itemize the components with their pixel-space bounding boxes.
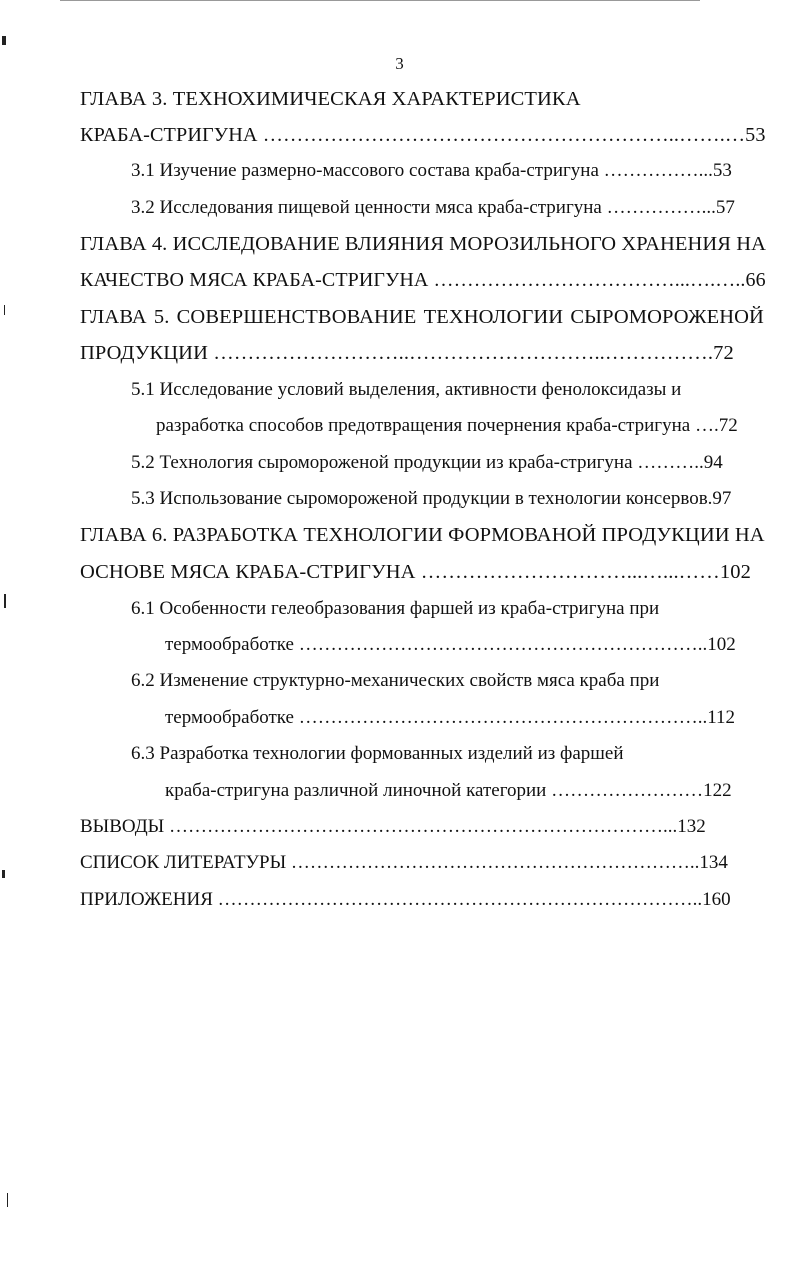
scan-top-edge	[60, 0, 700, 1]
toc-chapter-3-entry: КРАБА-СТРИГУНА ……………………………………………………..…….…53	[80, 124, 766, 146]
scan-mark	[4, 305, 5, 315]
toc-chapter-5-word: СЫРОМОРОЖЕНОЙ	[570, 306, 764, 328]
toc-appendices: ПРИЛОЖЕНИЯ …………………………………………………………………..160	[80, 889, 731, 910]
toc-chapter-4-title: ГЛАВА 4. ИССЛЕДОВАНИЕ ВЛИЯНИЯ МОРОЗИЛЬНОГО ХРАНЕНИЯ НА	[80, 233, 767, 255]
toc-conclusions: ВЫВОДЫ ……………………………………………………………………...132	[80, 816, 706, 837]
toc-chapter-5-title	[80, 304, 764, 330]
toc-chapter-6-entry: ОСНОВЕ МЯСА КРАБА-СТРИГУНА …………………………...…...……102	[80, 561, 751, 583]
scan-mark	[2, 870, 5, 878]
toc-section-6-1-line1: 6.1 Особенности гелеобразования фаршей из краба-стригуна при	[131, 598, 660, 619]
toc-section-5-3: 5.3 Использование сыромороженой продукции в технологии консервов.97	[131, 488, 732, 509]
toc-chapter-5-word: ТЕХНОЛОГИИ	[423, 306, 564, 328]
toc-section-6-3-line1: 6.3 Разработка технологии формованных изделий из фаршей	[131, 743, 624, 764]
toc-section-6-3-line2: краба-стригуна различной линочной категории ……………………122	[165, 780, 732, 801]
toc-section-5-2: 5.2 Технология сыромороженой продукции из краба-стригуна ………..94	[131, 452, 723, 473]
toc-chapter-5-word: СОВЕРШЕНСТВОВАНИЕ	[176, 306, 417, 328]
scan-mark	[4, 594, 6, 608]
scan-mark	[7, 1193, 8, 1207]
toc-section-5-1-line1: 5.1 Исследование условий выделения, активности фенолоксидазы и	[131, 379, 682, 400]
toc-chapter-5-word: 5.	[153, 306, 170, 328]
toc-references: СПИСОК ЛИТЕРАТУРЫ ………………………………………………………..134	[80, 852, 728, 873]
toc-chapter-4-entry: КАЧЕСТВО МЯСА КРАБА-СТРИГУНА ………………………………...….…..66	[80, 269, 766, 291]
page-number: 3	[395, 54, 404, 73]
scan-mark	[2, 36, 6, 45]
toc-chapter-6-title: ГЛАВА 6. РАЗРАБОТКА ТЕХНОЛОГИИ ФОРМОВАНОЙ ПРОДУКЦИИ НА	[80, 524, 765, 546]
toc-chapter-5-entry: ПРОДУКЦИИ ………………………..………………………..…………….72	[80, 342, 734, 364]
toc-section-3-1: 3.1 Изучение размерно-массового состава краба-стригуна ……………...53	[131, 160, 732, 181]
toc-section-3-2: 3.2 Исследования пищевой ценности мяса краба-стригуна ……………...57	[131, 197, 735, 218]
toc-section-6-2-line2: термообработке ………………………………………………………..112	[165, 707, 736, 728]
toc-chapter-3-title: ГЛАВА 3. ТЕХНОХИМИЧЕСКАЯ ХАРАКТЕРИСТИКА	[80, 88, 581, 110]
toc-section-5-1-line2: разработка способов предотвращения почернения краба-стригуна ….72	[156, 415, 738, 436]
toc-section-6-1-line2: термообработке ………………………………………………………..102	[165, 634, 736, 655]
toc-chapter-5-word: ГЛАВА	[80, 306, 147, 328]
toc-section-6-2-line1: 6.2 Изменение структурно-механических свойств мяса краба при	[131, 670, 660, 691]
